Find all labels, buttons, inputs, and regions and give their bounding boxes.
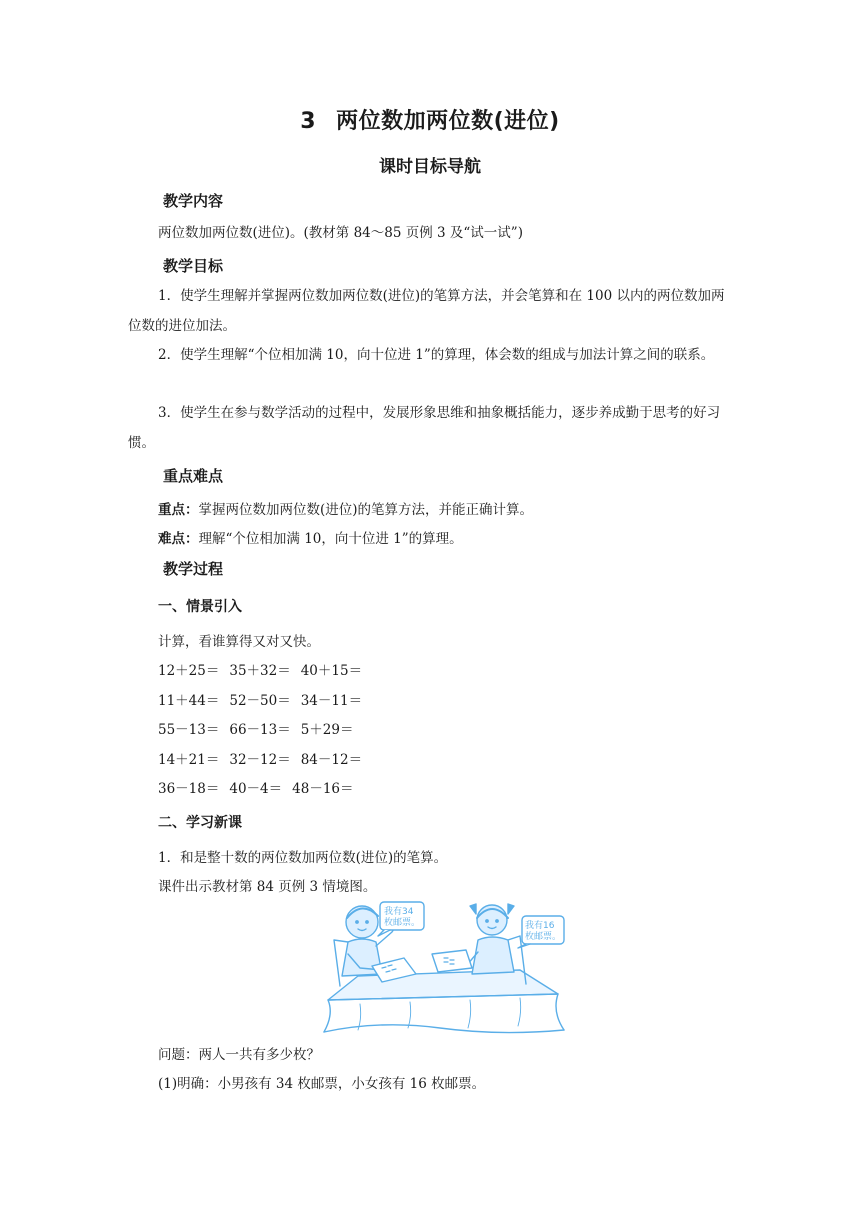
equation-row xyxy=(158,748,372,768)
girl-bubble-line-2: 枚邮票。 xyxy=(525,932,562,942)
equation: 32－12＝ xyxy=(229,752,291,768)
lesson-number: 3 xyxy=(300,109,317,134)
key-point-label: 重点： xyxy=(158,502,199,518)
part1-intro: 计算，看谁算得又对又快。 xyxy=(158,634,320,650)
section-heading-content: 教学内容 xyxy=(163,192,224,210)
equation: 5＋29＝ xyxy=(300,722,354,738)
equation: 36－18＝ xyxy=(158,781,220,797)
question-line: 问题：两人一共有多少枚？ xyxy=(158,1047,320,1063)
equation: 11＋44＝ xyxy=(158,693,220,709)
equation: 52－50＝ xyxy=(229,693,291,709)
section-heading-goals: 教学目标 xyxy=(163,257,224,275)
key-point-line xyxy=(158,498,533,518)
equation: 12＋25＝ xyxy=(158,663,220,679)
part2-item-1-note: 课件出示教材第 84 页例 3 情境图。 xyxy=(158,879,377,895)
stamp-illustration xyxy=(320,896,566,1036)
section-heading-key-points: 重点难点 xyxy=(163,467,224,485)
boy-bubble-line-1: 我有34 xyxy=(384,907,414,917)
equation: 66－13＝ xyxy=(229,722,291,738)
equation: 48－16＝ xyxy=(292,781,354,797)
equation: 40＋15＝ xyxy=(300,663,363,679)
lesson-title xyxy=(0,104,860,135)
key-point-text: 掌握两位数加两位数(进位)的笔算方法，并能正确计算。 xyxy=(198,502,534,518)
goal-item-3: 3．使学生在参与数学活动的过程中，发展形象思维和抽象概括能力，逐步养成勤于思考的好习惯。 xyxy=(128,405,721,451)
part2-item-1: 1．和是整十数的两位数加两位数(进位)的笔算。 xyxy=(158,850,448,866)
boy-bubble-line-2: 枚邮票。 xyxy=(384,918,421,928)
equation: 55－13＝ xyxy=(158,722,220,738)
equation-row xyxy=(158,659,372,679)
equation: 35＋32＝ xyxy=(229,663,291,679)
content-text: 两位数加两位数(进位)。(教材第 84～85 页例 3 及“试一试”) xyxy=(158,225,523,241)
goal-item-2: 2．使学生理解“个位相加满 10，向十位进 1”的算理，体会数的组成与加法计算之间的联系。 xyxy=(158,347,715,363)
equation-row xyxy=(158,777,364,797)
equation: 40－4＝ xyxy=(229,781,283,797)
equation: 34－11＝ xyxy=(300,693,363,709)
girl-bubble-line-1: 我有16 xyxy=(525,921,555,931)
section-heading-process: 教学过程 xyxy=(163,560,224,578)
part1-heading: 一、情景引入 xyxy=(158,599,242,615)
difficult-point-text: 理解“个位相加满 10，向十位进 1”的算理。 xyxy=(198,531,463,547)
difficult-point-line xyxy=(158,527,463,547)
equation: 14＋21＝ xyxy=(158,752,220,768)
equation-row xyxy=(158,718,364,738)
clarify-line: (1)明确：小男孩有 34 枚邮票，小女孩有 16 枚邮票。 xyxy=(158,1076,486,1092)
lesson-title-text: 两位数加两位数(进位) xyxy=(336,109,560,134)
equation: 84－12＝ xyxy=(300,752,363,768)
difficult-point-label: 难点： xyxy=(158,531,199,547)
lesson-subtitle: 课时目标导航 xyxy=(379,157,481,177)
goal-item-1: 1．使学生理解并掌握两位数加两位数(进位)的笔算方法，并会笔算和在 100 以内的两位数加两位数的进位加法。 xyxy=(128,288,725,334)
equation-row xyxy=(158,689,372,709)
part2-heading: 二、学习新课 xyxy=(158,815,242,831)
